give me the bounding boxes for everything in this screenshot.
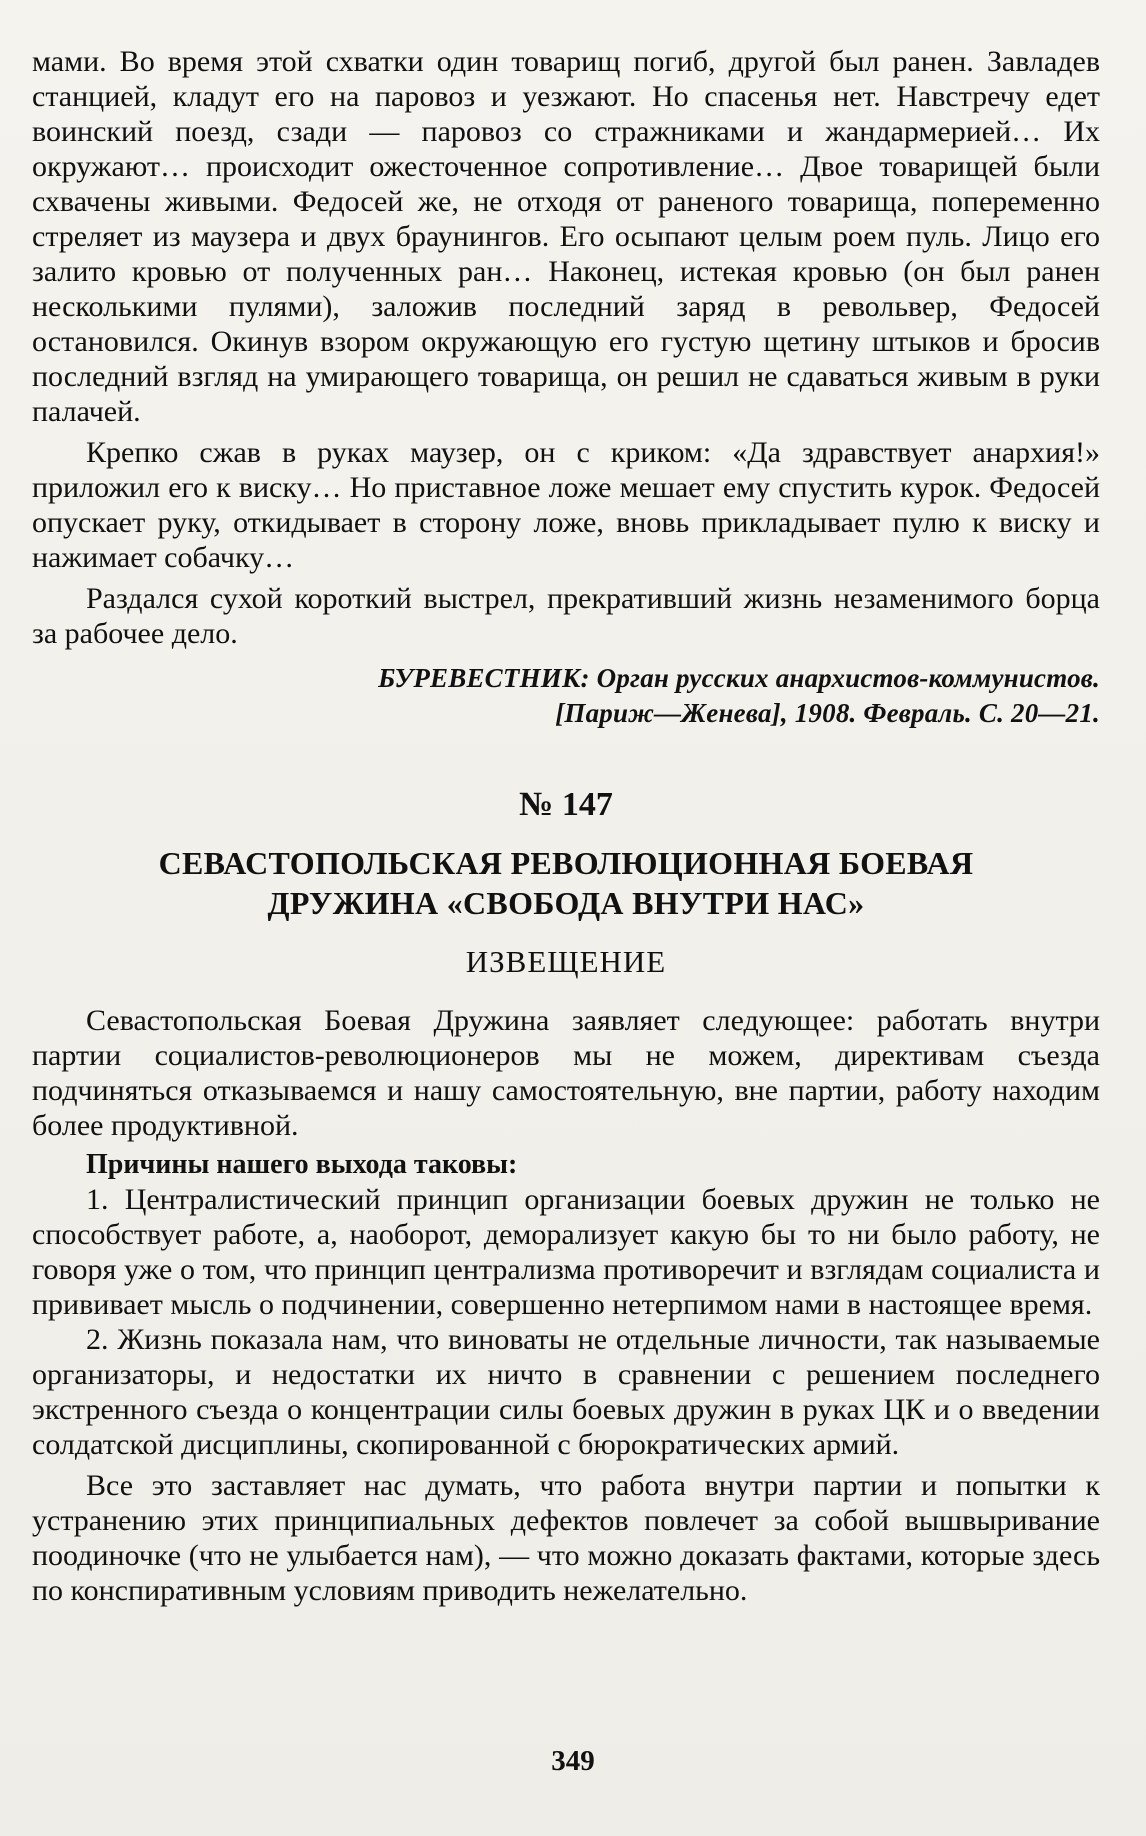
reason-2: 2. Жизнь показала нам, что виноваты не отдельные личности, так называемые организаторы, и недостатки их ничто в сравнении с решением последнего экстренного съезда о концентрации силы боевых дружин в руках ЦК и о введении солдатской дисциплины, скопированной с бюрократических армий. — [32, 1323, 1100, 1461]
preceding-text — [32, 44, 1100, 731]
source-citation — [32, 661, 1100, 731]
paragraph-1: мами. Во время этой схватки один товарищ погиб, другой был ранен. Завладев станцией, кладут его на паровоз и уезжают. Но спасенья нет. Навстречу едет воинский поезд, сзади — паровоз со стражниками и жандармерией… Их окружают… происходит ожесточенное сопротивление… Двое товарищей были схвачены живыми. Федосей же, не отходя от раненого товарища, попеременно стреляет из маузера и двух браунингов. Его осыпают целым роем пуль. Лицо его залито кровью от полученных ран… Наконец, истекая кровью (он был ранен несколькими пулями), заложив последний заряд в револьвер, Федосей остановился. Окинув взором окружающую его густую щетину штыков и бросив последний взгляд на умирающего товарища, он решил не сдаваться живым в руки палачей. — [32, 45, 1100, 428]
document-title-line-1: СЕВАСТОПОЛЬСКАЯ РЕВОЛЮЦИОННАЯ БОЕВАЯ — [158, 845, 974, 881]
paragraph-3: Раздался сухой короткий выстрел, прекративший жизнь незаменимого борца за рабочее дело. — [32, 582, 1100, 650]
document-number: № 147 — [519, 786, 613, 823]
citation-line-1: БУРЕВЕСТНИК: Орган русских анархистов-коммунистов. — [378, 663, 1100, 693]
page-number: 349 — [551, 1745, 595, 1777]
reasons-heading: Причины нашего выхода таковы: — [86, 1149, 518, 1180]
intro-paragraph: Севастопольская Боевая Дружина заявляет следующее: работать внутри партии социалистов-революционеров мы не можем, директивам съезда подчиняться отказываемся и нашу самостоятельную, вне партии, работу находим более продуктивной. — [32, 1004, 1100, 1142]
paragraph-2: Крепко сжав в руках маузер, он с криком: «Да здравствует анархия!» приложил его к виску… Но приставное ложе мешает ему спустить курок. Федосей опускает руку, откидывает в сторону ложе, вновь прикладывает пулю к виску и нажимает собачку… — [32, 436, 1100, 574]
document-title-line-2: ДРУЖИНА «СВОБОДА ВНУТРИ НАС» — [267, 885, 865, 921]
reason-1: 1. Централистический принцип организации боевых дружин не только не способствует работе, а, наоборот, деморализует какую бы то ни было работу, не говоря уже о том, что принцип централизма противоречит и взглядам социалиста и прививает мысль о подчинении, совершенно нетерпимом нами в настоящее время. — [32, 1183, 1100, 1321]
document-subtitle: ИЗВЕЩЕНИЕ — [465, 944, 667, 979]
citation-line-2: [Париж—Женева], 1908. Февраль. С. 20—21. — [555, 698, 1100, 728]
document-title — [32, 843, 1100, 923]
conclusion-paragraph: Все это заставляет нас думать, что работа внутри партии и попытки к устранению этих принципиальных дефектов повлечет за собой вышвыривание поодиночке (что не улыбается нам), — что можно доказать фактами, которые здесь по конспиративным условиям приводить нежелательно. — [32, 1469, 1100, 1607]
document-body — [32, 1003, 1100, 1608]
